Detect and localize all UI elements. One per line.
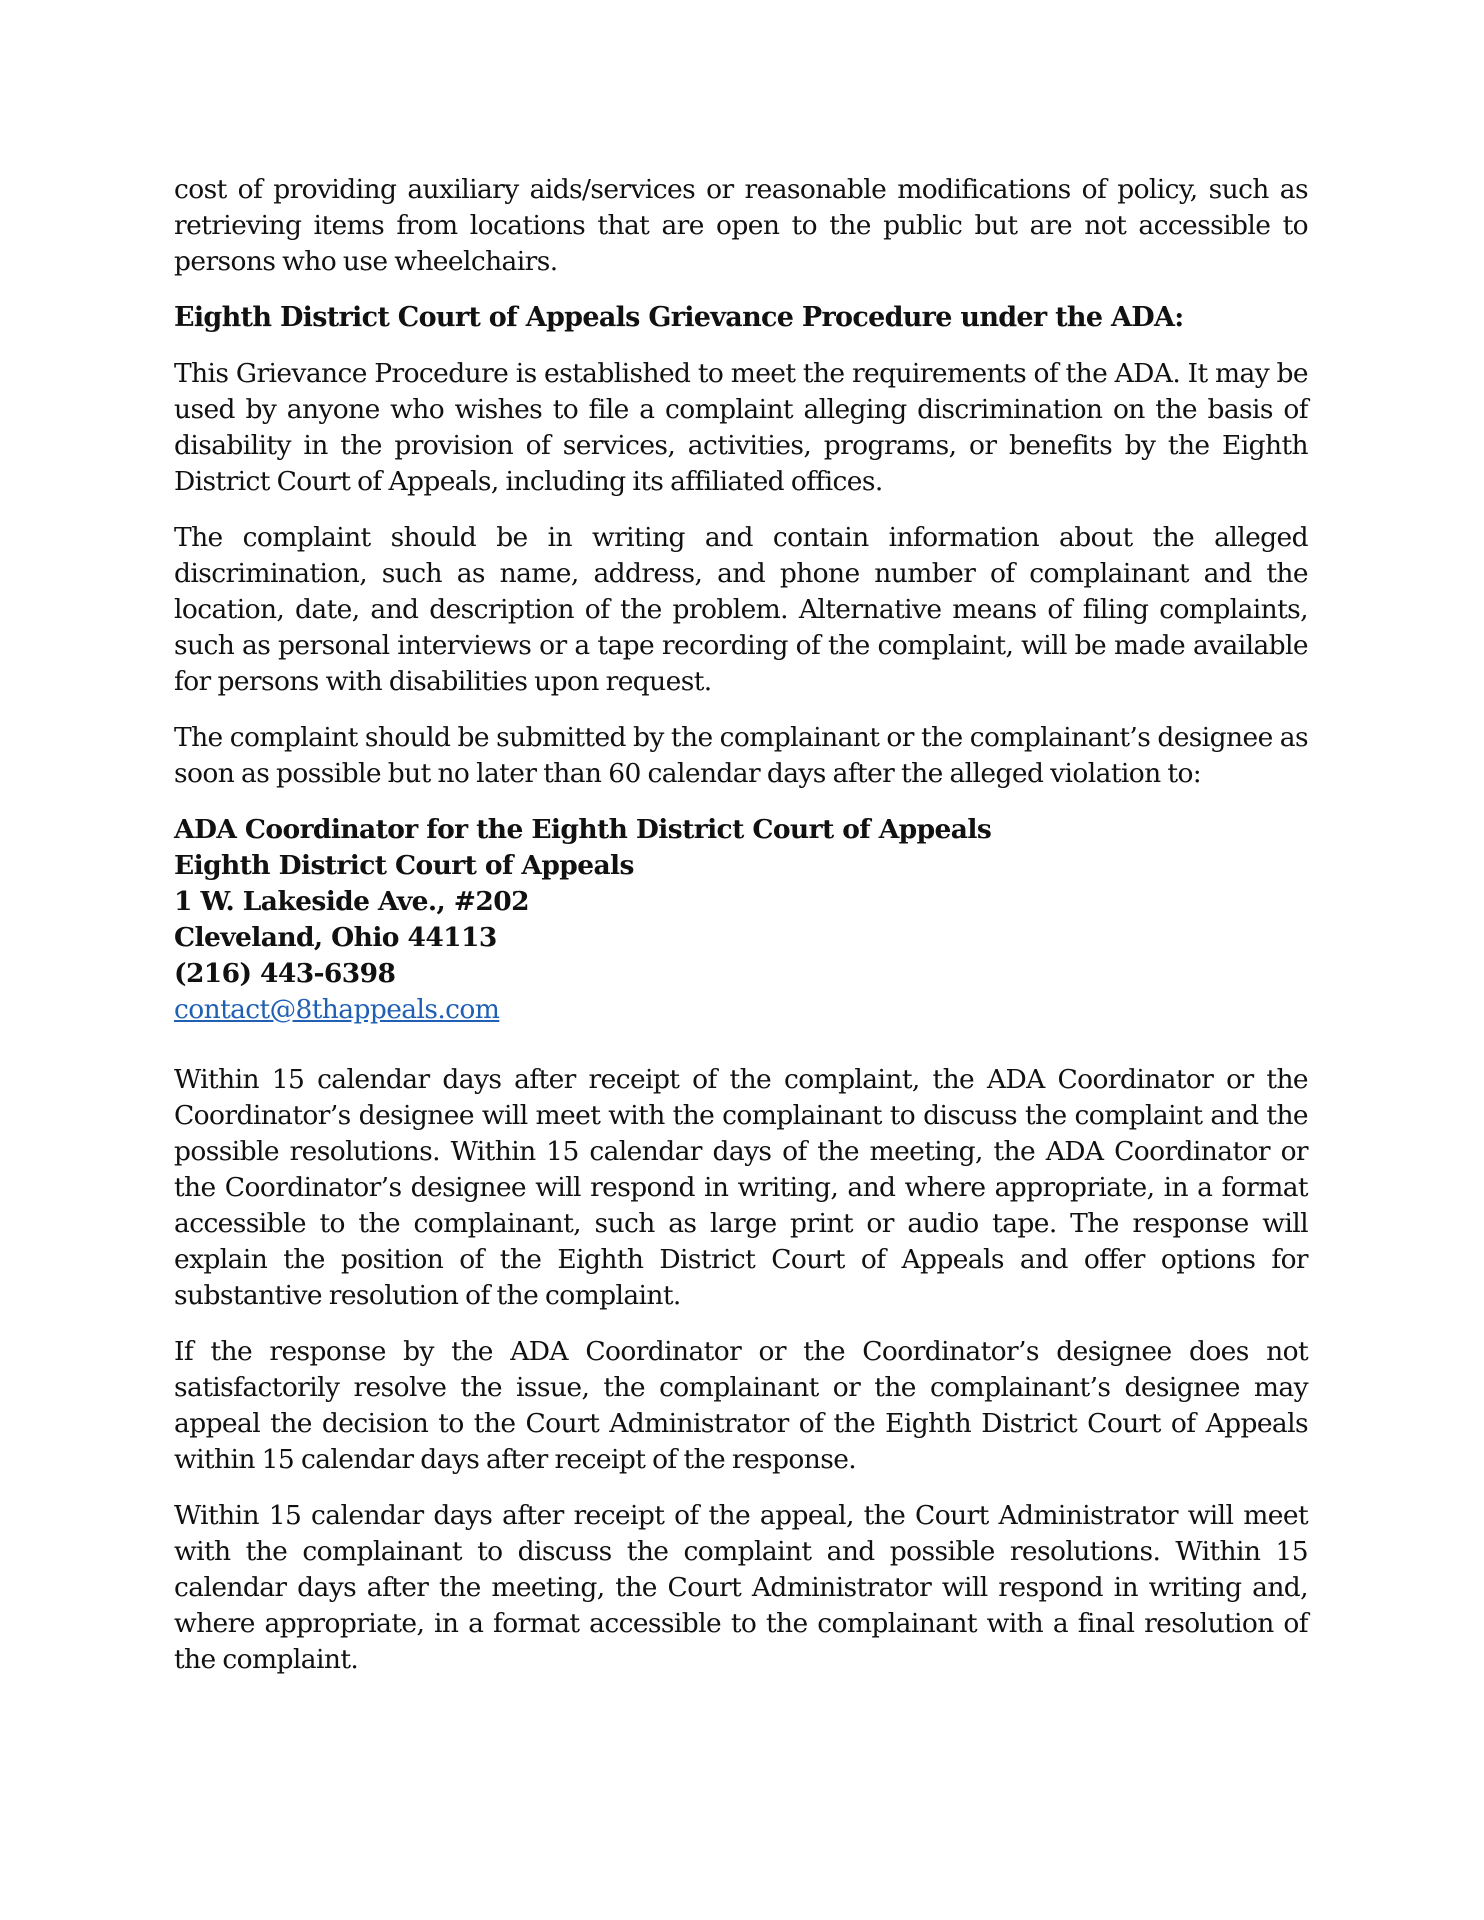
- paragraph-purpose: This Grievance Procedure is established to meet the requirements of the ADA. It may be used by anyone who wishes to file a complaint alleging discrimination on the basis of disability in the provision of services, activities, programs, or benefits by the Eighth District Court of Appeals, including its affiliated offices.: [174, 358, 1308, 497]
- paragraph-final-resolution: Within 15 calendar days after receipt of the appeal, the Court Administrator will meet with the complainant to discuss the complaint and possible resolutions. Within 15 calendar days after the meeting, the Court Administrator will respond in writing and, where appropriate, in a format accessible to the complainant with a final resolution of the complaint.: [174, 1500, 1308, 1675]
- coordinator-address-block: [174, 812, 1308, 1028]
- email-link[interactable]: contact@8thappeals.com: [174, 994, 500, 1025]
- address-organization: Eighth District Court of Appeals: [174, 850, 634, 881]
- address-street: 1 W. Lakeside Ave., #202: [174, 886, 529, 917]
- address-phone: (216) 443-6398: [174, 958, 396, 989]
- paragraph-coordinator-response: Within 15 calendar days after receipt of the complaint, the ADA Coordinator or the Coordinator’s designee will meet with the complainant to discuss the complaint and the possible resolutions. Within 15 calendar days of the meeting, the ADA Coordinator or the Coordinator’s designee will respond in writing, and where appropriate, in a format accessible to the complainant, such as large print or audio tape. The response will explain the position of the Eighth District Court of Appeals and offer options for substantive resolution of the complaint.: [174, 1064, 1308, 1311]
- paragraph-complaint-content: The complaint should be in writing and contain information about the alleged discrimination, such as name, address, and phone number of complainant and the location, date, and description of the problem. Alternative means of filing complaints, such as personal interviews or a tape recording of the complaint, will be made available for persons with disabilities upon request.: [174, 522, 1308, 697]
- address-title: ADA Coordinator for the Eighth District Court of Appeals: [174, 814, 992, 845]
- address-city: Cleveland, Ohio 44113: [174, 922, 497, 953]
- paragraph-submission-deadline: The complaint should be submitted by the complainant or the complainant’s designee as soon as possible but no later than 60 calendar days after the alleged violation to:: [174, 722, 1308, 789]
- section-heading: Eighth District Court of Appeals Grievance Procedure under the ADA:: [174, 302, 1184, 333]
- paragraph-appeal: If the response by the ADA Coordinator or the Coordinator’s designee does not satisfactorily resolve the issue, the complainant or the complainant’s designee may appeal the decision to the Court Administrator of the Eighth District Court of Appeals within 15 calendar days after receipt of the response.: [174, 1336, 1308, 1475]
- paragraph-intro-continuation: cost of providing auxiliary aids/services or reasonable modifications of policy, such as retrieving items from locations that are open to the public but are not accessible to persons who use wheelchairs.: [174, 174, 1308, 277]
- document-page: [174, 172, 1308, 1698]
